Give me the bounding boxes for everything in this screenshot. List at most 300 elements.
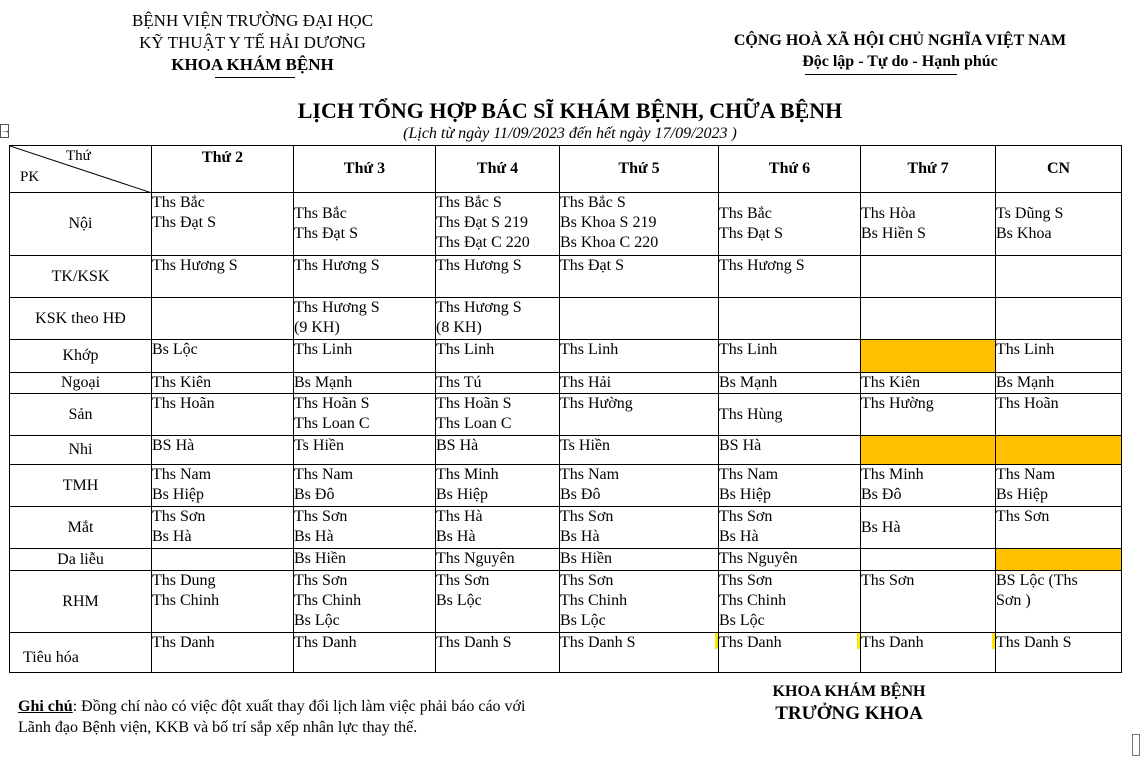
doctor-name: Ths Bắc: [719, 205, 772, 222]
doctor-entry: [294, 591, 435, 611]
table-row: [10, 571, 1122, 633]
doctor-entry: [152, 465, 293, 485]
doctor-name: Bs Hiệp: [436, 486, 488, 503]
doctor-name: Ths Nguyên: [719, 550, 798, 567]
schedule-cell: [294, 633, 436, 673]
department-underline: [215, 77, 295, 78]
doctor-entry: [294, 571, 435, 591]
doctor-entry: [560, 213, 718, 233]
doctor-entry: [152, 571, 293, 591]
doctor-name: Ths Hường: [560, 395, 633, 412]
doctor-entry: [436, 394, 559, 414]
doctor-name: Ths Loan C: [436, 415, 512, 432]
doctor-name: Ths Hoãn: [152, 395, 215, 412]
doctor-name: Sơn ): [996, 592, 1031, 609]
doctor-name: Ths Đạt C 220: [436, 234, 530, 251]
doctor-entry: [996, 373, 1121, 393]
schedule-cell: [861, 571, 996, 633]
doctor-entry: [294, 633, 435, 653]
doctor-name: Ths Hải: [560, 374, 612, 391]
doctor-entry: [152, 591, 293, 611]
doctor-entry: [294, 465, 435, 485]
national-title: CỘNG HOÀ XÃ HỘI CHỦ NGHĨA VIỆT NAM: [733, 32, 1067, 49]
day-header: Thứ 7: [861, 146, 996, 193]
schedule-cell: [294, 394, 436, 436]
schedule-cell: [719, 193, 861, 256]
doctor-entry: [294, 436, 435, 456]
schedule-cell: [996, 436, 1122, 465]
doctor-entry: [560, 549, 718, 569]
signature-department: KHOA KHÁM BỆNH: [772, 683, 926, 700]
highlight-marker: [992, 633, 995, 649]
schedule-cell: [996, 507, 1122, 549]
doctor-entry: [152, 213, 293, 233]
schedule-cell: [560, 193, 719, 256]
doctor-name: Ths Sơn: [560, 508, 614, 525]
schedule-cell: [719, 465, 861, 507]
schedule-cell: [861, 340, 996, 373]
doctor-entry: [152, 507, 293, 527]
schedule-cell: [560, 373, 719, 394]
doctor-name: Bs Khoa: [996, 225, 1052, 242]
day-header: Thứ 5: [560, 146, 719, 193]
doctor-entry: [996, 507, 1121, 527]
schedule-cell: [436, 571, 560, 633]
schedule-cell: [719, 340, 861, 373]
schedule-cell: [719, 298, 861, 340]
corner-clinic-label: PK: [20, 169, 40, 185]
schedule-cell: [996, 394, 1122, 436]
doctor-name: Ths Danh: [719, 634, 782, 651]
doctor-name: Bs Hiền: [294, 550, 346, 567]
doctor-name: Ths Danh S: [560, 634, 636, 651]
doctor-name: Ths Danh S: [436, 634, 512, 651]
doctor-name: Bs Lộc: [560, 612, 606, 629]
doctor-entry: [294, 507, 435, 527]
doctor-entry: [719, 256, 860, 276]
doctor-name: Bs Mạnh: [719, 374, 778, 391]
doctor-name: Ths Danh S: [996, 634, 1072, 651]
doctor-entry: [294, 394, 435, 414]
doctor-name: Bs Lộc: [152, 341, 198, 358]
schedule-cell: [294, 193, 436, 256]
doctor-entry: [719, 405, 860, 425]
document-title: LỊCH TỔNG HỢP BÁC SĨ KHÁM BỆNH, CHỮA BỆNH: [297, 98, 843, 123]
doctor-name: Ths Kiên: [861, 374, 921, 391]
doctor-name: Ths Nam: [294, 466, 354, 483]
schedule-cell: [719, 256, 861, 298]
schedule-cell: [294, 549, 436, 571]
schedule-cell: [560, 298, 719, 340]
doctor-entry: [436, 485, 559, 505]
schedule-cell: [560, 340, 719, 373]
doctor-name: Bs Hà: [436, 528, 476, 545]
doctor-entry: [861, 571, 995, 591]
doctor-entry: [294, 373, 435, 393]
doctor-name: Bs Lộc: [436, 592, 482, 609]
clinic-label: Mắt: [10, 507, 152, 549]
clinic-label: Khớp: [10, 340, 152, 373]
doctor-entry: [560, 340, 718, 360]
schedule-cell: [152, 549, 294, 571]
doctor-name: BS Lộc (Ths: [996, 572, 1078, 589]
doctor-name: Bs Lộc: [294, 612, 340, 629]
doctor-entry: [719, 527, 860, 547]
schedule-cell: [152, 436, 294, 465]
hospital-name-line2: KỸ THUẬT Y TẾ HẢI DƯƠNG: [139, 33, 366, 52]
doctor-name: Ths Danh: [861, 634, 924, 651]
doctor-name: Ths Chinh: [294, 592, 362, 609]
motto-underline: [805, 74, 957, 75]
schedule-cell: [294, 256, 436, 298]
schedule-cell: [436, 465, 560, 507]
schedule-cell: [152, 256, 294, 298]
doctor-entry: [861, 485, 995, 505]
doctor-name: Bs Hiệp: [152, 486, 204, 503]
doctor-entry: [996, 465, 1121, 485]
doctor-name: Bs Hiền S: [861, 225, 926, 242]
doctor-entry: [560, 233, 718, 253]
doctor-entry: [436, 256, 559, 276]
schedule-cell: [861, 394, 996, 436]
doctor-entry: [560, 611, 718, 631]
doctor-entry: [861, 394, 995, 414]
doctor-entry: [560, 485, 718, 505]
table-row: [10, 436, 1122, 465]
footnote: [18, 696, 558, 738]
doctor-entry: [294, 611, 435, 631]
page-edge-marker: [1132, 734, 1140, 756]
clinic-label: Sản: [10, 394, 152, 436]
schedule-cell: [996, 549, 1122, 571]
table-row: [10, 465, 1122, 507]
schedule-cell: [152, 507, 294, 549]
doctor-name: Ths Hương S: [719, 257, 805, 274]
table-row: [10, 193, 1122, 256]
doctor-name: Ths Đạt S: [294, 225, 358, 242]
doctor-entry: [560, 373, 718, 393]
highlight-marker: [857, 633, 860, 649]
schedule-cell: [861, 373, 996, 394]
schedule-cell: [436, 340, 560, 373]
footnote-label: Ghi chú: [18, 698, 73, 715]
doctor-name: Bs Đô: [294, 486, 335, 503]
doctor-name: Ths Đạt S: [719, 225, 783, 242]
doctor-entry: [996, 394, 1121, 414]
schedule-cell: [294, 373, 436, 394]
schedule-cell: [436, 633, 560, 673]
national-motto: Độc lập - Tự do - Hạnh phúc: [802, 53, 998, 70]
schedule-cell: [996, 298, 1122, 340]
table-header-row: [10, 146, 1122, 193]
doctor-entry: [436, 193, 559, 213]
doctor-name: Ths Hương S: [294, 299, 380, 316]
doctor-entry: [436, 373, 559, 393]
doctor-name: (9 KH): [294, 319, 340, 336]
doctor-name: Ths Linh: [996, 341, 1055, 358]
doctor-entry: [560, 394, 718, 414]
doctor-name: Ths Nam: [719, 466, 779, 483]
doctor-entry: [560, 507, 718, 527]
doctor-entry: [560, 591, 718, 611]
doctor-entry: [719, 340, 860, 360]
doctor-entry: [436, 436, 559, 456]
clinic-label: Nhi: [10, 436, 152, 465]
doctor-entry: [294, 527, 435, 547]
doctor-name: Bs Mạnh: [294, 374, 353, 391]
doctor-name: Ths Hường: [861, 395, 934, 412]
doctor-name: Bs Hà: [294, 528, 334, 545]
schedule-cell: [152, 394, 294, 436]
schedule-cell: [152, 633, 294, 673]
schedule-cell: [436, 193, 560, 256]
doctor-entry: [861, 373, 995, 393]
doctor-name: Ths Sơn: [436, 572, 490, 589]
table-move-handle-icon[interactable]: →: [0, 124, 9, 138]
doctor-name: Ths Sơn: [294, 508, 348, 525]
table-row: [10, 340, 1122, 373]
schedule-cell: [861, 298, 996, 340]
schedule-cell: [152, 193, 294, 256]
schedule-cell: [294, 436, 436, 465]
doctor-entry: [152, 256, 293, 276]
doctor-name: Ths Đạt S: [152, 214, 216, 231]
doctor-entry: [152, 527, 293, 547]
doctor-entry: [152, 193, 293, 213]
schedule-cell: [996, 193, 1122, 256]
doctor-name: Ts Hiền: [560, 437, 610, 454]
doctor-name: BS Hà: [152, 437, 195, 454]
doctor-entry: [996, 204, 1121, 224]
doctor-name: Ths Bắc S: [436, 194, 502, 211]
doctor-entry: [560, 571, 718, 591]
clinic-label: RHM: [10, 571, 152, 633]
doctor-entry: [294, 340, 435, 360]
schedule-cell: [560, 436, 719, 465]
doctor-entry: [719, 611, 860, 631]
schedule-cell: [152, 373, 294, 394]
schedule-cell: [996, 256, 1122, 298]
highlight-marker: [715, 633, 718, 649]
doctor-name: Ths Hương S: [294, 257, 380, 274]
doctor-name: Ths Linh: [294, 341, 353, 358]
doctor-name: Bs Khoa S 219: [560, 214, 657, 231]
doctor-entry: [719, 224, 860, 244]
doctor-entry: [719, 485, 860, 505]
doctor-name: Ths Hương S: [436, 299, 522, 316]
doctor-name: Ths Loan C: [294, 415, 370, 432]
clinic-label: Da liễu: [10, 549, 152, 571]
doctor-entry: [560, 436, 718, 456]
doctor-entry: [719, 507, 860, 527]
doctor-name: Ths Hòa: [861, 205, 916, 222]
schedule-cell: [436, 549, 560, 571]
doctor-entry: [152, 394, 293, 414]
doctor-name: Ths Tú: [436, 374, 482, 391]
schedule-cell: [560, 549, 719, 571]
doctor-entry: [719, 373, 860, 393]
doctor-name: Ths Linh: [436, 341, 495, 358]
doctor-name: Ths Hoãn S: [436, 395, 512, 412]
day-header: CN: [996, 146, 1122, 193]
schedule-cell: [719, 507, 861, 549]
schedule-cell: [560, 633, 719, 673]
schedule-cell: [152, 340, 294, 373]
doctor-entry: [996, 340, 1121, 360]
doctor-entry: [436, 233, 559, 253]
doctor-entry: [719, 204, 860, 224]
clinic-label: TK/KSK: [10, 256, 152, 298]
schedule-cell: [996, 373, 1122, 394]
doctor-entry: [436, 340, 559, 360]
schedule-cell: [861, 436, 996, 465]
schedule-cell: [560, 571, 719, 633]
corner-day-label: Thứ: [66, 148, 91, 164]
clinic-label: TMH: [10, 465, 152, 507]
doctor-name: Ths Linh: [560, 341, 619, 358]
doctor-entry: [861, 518, 995, 538]
doctor-entry: [294, 224, 435, 244]
doctor-name: Ths Sơn: [294, 572, 348, 589]
day-header: Thứ 2: [152, 146, 294, 193]
doctor-entry: [294, 549, 435, 569]
doctor-name: Ths Nam: [560, 466, 620, 483]
doctor-entry: [436, 318, 559, 338]
doctor-entry: [719, 549, 860, 569]
doctor-name: Ths Minh: [861, 466, 924, 483]
schedule-cell: [560, 507, 719, 549]
doctor-entry: [719, 591, 860, 611]
doctor-name: Ths Hà: [436, 508, 483, 525]
clinic-label: Nội: [10, 193, 152, 256]
doctor-name: Bs Hà: [152, 528, 192, 545]
doctor-name: Ths Sơn: [152, 508, 206, 525]
doctor-entry: [152, 340, 293, 360]
doctor-entry: [719, 465, 860, 485]
doctor-entry: [436, 527, 559, 547]
doctor-entry: [294, 204, 435, 224]
doctor-name: Ths Chinh: [560, 592, 628, 609]
schedule-cell: [560, 394, 719, 436]
doctor-name: Ths Đạt S 219: [436, 214, 528, 231]
schedule-cell: [861, 549, 996, 571]
doctor-name: Ts Dũng S: [996, 205, 1064, 222]
schedule-cell: [294, 507, 436, 549]
doctor-name: Bs Lộc: [719, 612, 765, 629]
doctor-entry: [436, 465, 559, 485]
doctor-name: Ths Dung: [152, 572, 216, 589]
doctor-entry: [152, 633, 293, 653]
doctor-entry: [294, 485, 435, 505]
doctor-name: Ths Danh: [294, 634, 357, 651]
doctor-name: Ths Sơn: [996, 508, 1050, 525]
doctor-entry: [152, 485, 293, 505]
doctor-name: Bs Hà: [861, 518, 901, 536]
doctor-name: Bs Hà: [719, 528, 759, 545]
signature-title: TRƯỞNG KHOA: [775, 703, 923, 724]
schedule-cell: [152, 298, 294, 340]
document-subtitle: (Lịch từ ngày 11/09/2023 đến hết ngày 17/09/2023 ): [403, 125, 737, 142]
schedule-cell: [719, 373, 861, 394]
schedule-cell: [719, 436, 861, 465]
schedule-table: [9, 145, 1122, 673]
schedule-cell: [294, 465, 436, 507]
doctor-name: Bs Đô: [560, 486, 601, 503]
table-row: [10, 394, 1122, 436]
schedule-cell: [719, 549, 861, 571]
schedule-cell: [152, 465, 294, 507]
table-row: [10, 633, 1122, 673]
table-row: [10, 507, 1122, 549]
doctor-entry: [996, 571, 1121, 591]
schedule-cell: [996, 571, 1122, 633]
doctor-entry: [857, 633, 995, 653]
doctor-name: Ths Nam: [152, 466, 212, 483]
table-row: [10, 256, 1122, 298]
schedule-cell: [560, 465, 719, 507]
doctor-entry: [436, 633, 559, 653]
schedule-cell: [294, 298, 436, 340]
doctor-entry: [560, 465, 718, 485]
table-row: [10, 373, 1122, 394]
schedule-cell: [996, 340, 1122, 373]
doctor-name: BS Hà: [719, 437, 762, 454]
department-name: KHOA KHÁM BỆNH: [171, 55, 334, 74]
doctor-entry: [436, 213, 559, 233]
doctor-name: BS Hà: [436, 437, 479, 454]
hospital-header: [80, 10, 425, 76]
schedule-cell: [436, 507, 560, 549]
schedule-cell: [436, 436, 560, 465]
doctor-entry: [152, 373, 293, 393]
doctor-name: Ths Đạt S: [560, 257, 624, 274]
doctor-entry: [715, 633, 860, 653]
doctor-name: Ths Sơn: [560, 572, 614, 589]
doctor-name: Bs Đô: [861, 486, 902, 503]
doctor-name: Ths Hương S: [152, 257, 238, 274]
doctor-entry: [152, 436, 293, 456]
national-header: [700, 30, 1100, 72]
doctor-entry: [436, 414, 559, 434]
doctor-entry: [719, 436, 860, 456]
doctor-entry: [560, 193, 718, 213]
doctor-entry: [996, 224, 1121, 244]
schedule-cell: [861, 507, 996, 549]
footnote-text: : Đồng chí nào có việc đột xuất thay đổi lịch làm việc phải báo cáo với Lãnh đạo Bệnh viện, KKB và bố trí sắp xếp nhân lực thay thế.: [18, 698, 526, 736]
schedule-cell: [436, 373, 560, 394]
signature-block: [718, 682, 980, 726]
doctor-entry: [560, 256, 718, 276]
schedule-cell: [436, 298, 560, 340]
schedule-cell: [719, 633, 861, 673]
doctor-name: Ths Nguyên: [436, 550, 515, 567]
doctor-entry: [436, 571, 559, 591]
doctor-name: Bs Hiệp: [996, 486, 1048, 503]
schedule-cell: [152, 571, 294, 633]
doctor-name: Ths Minh: [436, 466, 499, 483]
doctor-name: (8 KH): [436, 319, 482, 336]
day-header: Thứ 6: [719, 146, 861, 193]
doctor-entry: [294, 318, 435, 338]
doctor-entry: [719, 571, 860, 591]
doctor-entry: [560, 633, 718, 653]
schedule-cell: [719, 394, 861, 436]
doctor-entry: [992, 633, 1121, 653]
doctor-name: Ths Sơn: [719, 572, 773, 589]
doctor-name: Bs Hà: [560, 528, 600, 545]
doctor-name: Ths Linh: [719, 341, 778, 358]
doctor-name: Ths Hoãn: [996, 395, 1059, 412]
